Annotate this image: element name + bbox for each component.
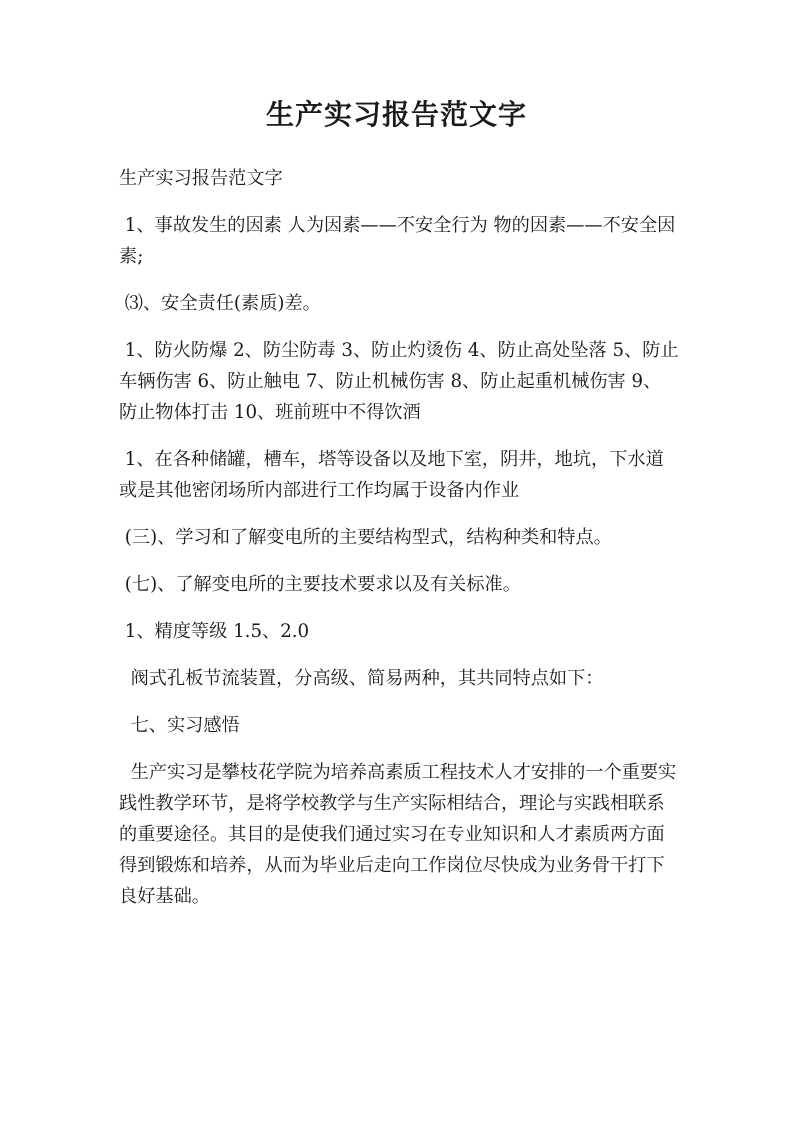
paragraph-section-heading: 七、实习感悟 xyxy=(119,715,240,736)
paragraph-substation-structure: (三)、学习和了解变电所的主要结构型式，结构种类和特点。 xyxy=(119,527,612,548)
paragraph-substation-standards: (七)、了解变电所的主要技术要求以及有关标准。 xyxy=(119,574,521,595)
paragraph-accuracy-grade: 1、精度等级 1.5、2.0 xyxy=(119,621,310,642)
paragraph-safety-responsibility: ⑶、安全责任(素质)差。 xyxy=(119,293,321,314)
paragraph-accident-factors: 1、事故发生的因素 人为因素——不安全行为 物的因素——不安全因素; xyxy=(119,215,676,267)
document-body xyxy=(119,163,679,928)
paragraph-orifice-device: 阀式孔板节流装置，分高级、简易两种，其共同特点如下： xyxy=(119,668,604,689)
paragraph-internship-reflection: 生产实习是攀枝花学院为培养高素质工程技术人才安排的一个重要实践性教学环节，是将学校教学与生产实际相结合，理论与实践相联系的重要途径。其目的是使我们通过实习在专业知识和人才素质两方面得到锻炼和培养，从而为毕业后走向工作岗位尽快成为业务骨干打下良好基础。 xyxy=(119,762,677,907)
paragraph-subtitle: 生产实习报告范文字 xyxy=(119,168,283,189)
document-title: 生产实习报告范文字 xyxy=(265,98,527,131)
paragraph-safety-measures: 1、防火防爆 2、防尘防毒 3、防止灼烫伤 4、防止高处坠落 5、防止车辆伤害 6、防止触电 7、防止机械伤害 8、防止起重机械伤害 9、防止物体打击 10、班前班中不得饮酒 xyxy=(119,340,679,423)
paragraph-equipment-operation: 1、在各种储罐，槽车，塔等设备以及地下室，阴井，地坑，下水道或是其他密闭场所内部进行工作均属于设备内作业 xyxy=(119,449,664,501)
